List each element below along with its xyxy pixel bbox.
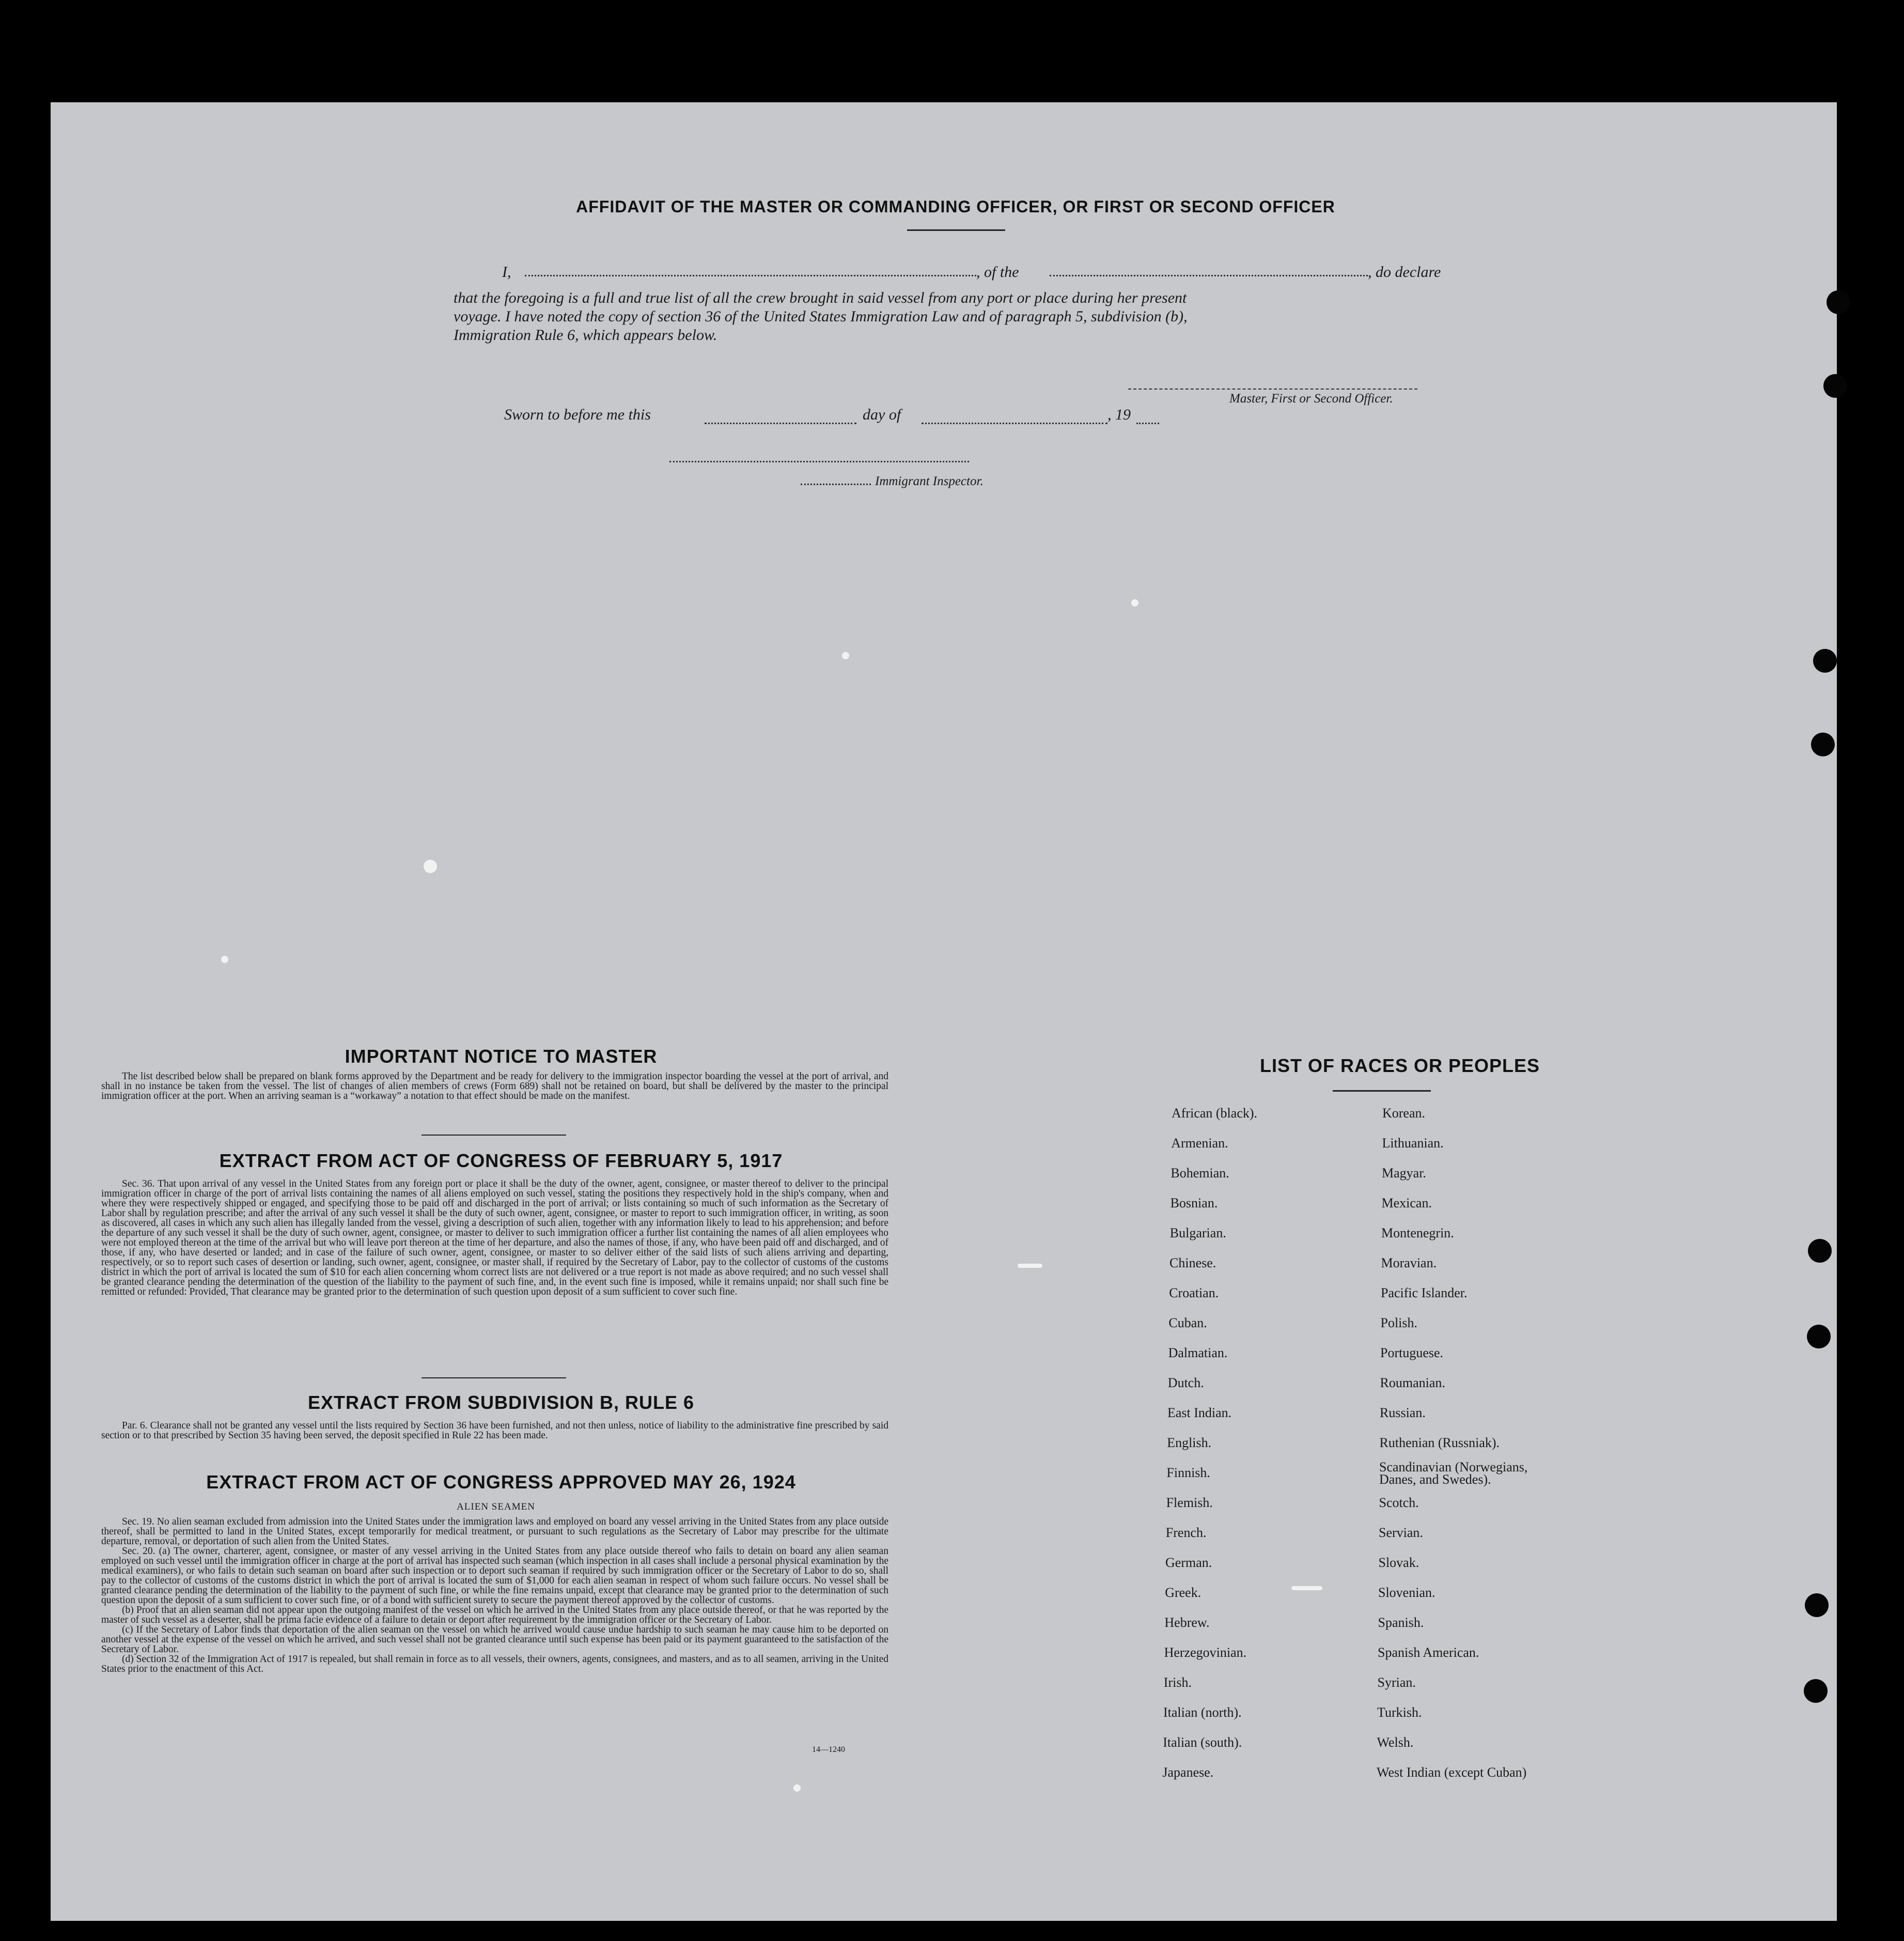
extract-1917-title: EXTRACT FROM ACT OF CONGRESS OF FEBRUARY 5, 1917 — [219, 1150, 783, 1171]
punch-hole — [1808, 1239, 1832, 1263]
race-item: Lithuanian. — [1382, 1136, 1444, 1151]
race-item: Polish. — [1380, 1315, 1418, 1330]
sec-20d-paragraph: (d) Section 32 of the Immigration Act of 1917 is repealed, but shall remain in force as to all vessels, their owners, agents, consignees, and masters, and as to all seamen, arriving in the United States prior to the enactment of this Act. — [101, 1654, 888, 1674]
race-item: Magyar. — [1382, 1166, 1426, 1181]
sworn-month-field[interactable] — [922, 423, 1107, 424]
affidavit-title: AFFIDAVIT OF THE MASTER OR COMMANDING OFFICER, OR FIRST OR SECOND OFFICER — [576, 197, 1335, 216]
race-item: Slovak. — [1378, 1555, 1419, 1570]
race-item: Turkish. — [1377, 1705, 1422, 1720]
race-item: Cuban. — [1168, 1315, 1207, 1330]
race-item: Bulgarian. — [1169, 1225, 1226, 1240]
extract-1924-text — [101, 1517, 888, 1674]
scan-speck — [842, 652, 849, 659]
inspector-line[interactable] — [669, 461, 969, 462]
race-item: Dutch. — [1167, 1375, 1204, 1390]
race-item: Spanish. — [1378, 1615, 1424, 1630]
vessel-field[interactable] — [1050, 275, 1368, 276]
signature-line[interactable] — [1128, 389, 1417, 390]
sec-19-paragraph: Sec. 19. No alien seaman excluded from admission into the United States under the immigration laws and employed on board any vessel arriving in the United States from any place outside thereof, shall be permitted to land in the United States, except temporarily for medical treatment, or pursuant to such regulations as the Secretary of Labor may prescribe for the ultimate departure, removal, or deportation of such alien from the United States. — [101, 1516, 888, 1547]
extract-1917-paragraph: Sec. 36. That upon arrival of any vessel in the United States from any foreign port or place it shall be the duty of the owner, agent, consignee, or master thereof to deliver to the principal immigration officer in charge of the port of arrival lists containing the names of all aliens employed on such vessel, stating the positions they respectively hold in the ship's company, when and where they were respectively shipped or engaged, and specifying those to be paid off and discharged in the port of arrival; or lists containing so much of such information as the Secretary of Labor shall by regulation prescribe; and after the arrival of any such vessel it shall be the duty of such owner, agent, consignee, or master to report to such immigration officer, in writing, as soon as discovered, all cases in which any such alien has illegally landed from the vessel, giving a description of such alien, together with any information likely to lead to his apprehension; and before the departure of any such vessel it shall be the duty of such owner, agent, consignee, or master to deliver to such immigration officer a further list containing the names of all alien employees who were not employed thereon at the time of the arrival but who will leave port thereon at the time of her departure, and also the names of those, if any, who have been paid off and discharged, and of those, if any, who have deserted or landed; and in case of the failure of such owner, agent, consignee, or master to so deliver either of the said lists of such aliens arriving and departing, respectively, or so to report such cases of desertion or landing, such owner, agent, consignee, or master shall, if required by the Secretary of Labor, pay to the collector of customs of the customs district in which the port of arrival is located the sum of $10 for each alien concerning whom correct lists are not delivered or a true report is not made as above required; and no such vessel shall be granted clearance pending the determination of the question of the liability to the payment of such fine, and, in the event such fine is imposed, while it remains unpaid; nor shall such fine be remitted or refunded: Provided, That clearance may be granted prior to the determination of such question upon deposit of a sum sufficient to cover such fine. — [101, 1178, 888, 1297]
scan-speck — [1018, 1264, 1042, 1268]
sec-20b-paragraph: (b) Proof that an alien seaman did not appear upon the outgoing manifest of the vessel on which he arrived in the United States from any place outside thereof, or that he was reported by the master of such vessel as a deserter, shall be prima facie evidence of a failure to detain or deport after requirement by the immigration officer or the Secretary of Labor. — [101, 1605, 888, 1625]
race-item: Italian (south). — [1163, 1735, 1242, 1750]
race-item: Syrian. — [1377, 1675, 1416, 1690]
race-item: Mexican. — [1381, 1195, 1432, 1210]
race-item: Scotch. — [1379, 1495, 1419, 1510]
day-of-text: day of — [863, 406, 901, 423]
notice-text — [101, 1072, 888, 1101]
race-item: Ruthenian (Russniak). — [1379, 1435, 1500, 1450]
race-item: Flemish. — [1166, 1495, 1213, 1510]
punch-hole — [1805, 1593, 1829, 1617]
race-item: French. — [1165, 1525, 1207, 1540]
race-item: Korean. — [1382, 1106, 1426, 1121]
alien-seamen-subtitle: ALIEN SEAMEN — [457, 1501, 535, 1512]
race-item: Moravian. — [1381, 1255, 1437, 1270]
affidavit-line-1: that the foregoing is a full and true list of all the crew brought in said vessel from any port or place during her present — [454, 289, 1187, 306]
rule-6-text — [101, 1421, 888, 1440]
race-item: Armenian. — [1171, 1136, 1228, 1151]
inspector-line-short — [801, 484, 871, 485]
year-text: , 19 — [1107, 406, 1131, 423]
form-number: 14—1240 — [812, 1745, 845, 1754]
affidavit-i: I, — [502, 263, 511, 281]
race-item: West Indian (except Cuban) — [1377, 1765, 1527, 1780]
affidavit-of-the: , of the — [976, 263, 1019, 281]
sworn-text: Sworn to before me this — [504, 406, 651, 423]
scan-speck — [221, 956, 228, 963]
rule-6-paragraph: Par. 6. Clearance shall not be granted any vessel until the lists required by Section 36 have been furnished, and not then unless, notice of liability to the administrative fine prescribed by said section or to that prescribed by Section 35 having been served, the deposit specified in Rule 22 has been made. — [101, 1420, 888, 1441]
race-item: Slovenian. — [1378, 1585, 1435, 1600]
race-item: German. — [1165, 1555, 1212, 1570]
race-item: Chinese. — [1169, 1255, 1216, 1270]
name-field[interactable] — [525, 275, 976, 276]
race-item: Servian. — [1379, 1525, 1423, 1540]
sec-20a-paragraph: Sec. 20. (a) The owner, charterer, agent, consignee, or master of any vessel arriving in the United States from any place outside thereof who fails to detain on board any alien seaman employed on such vessel until the immigration officer in charge at the port of arrival has inspected such seaman (which inspection in all cases shall include a personal physical examination by the medical examiners), or who fails to detain such seaman on board after such inspection or to deport such seaman if required by such immigration officer or the Secretary of Labor to do so, shall pay to the collector of customs of the customs district in which the port of arrival is located the sum of $1,000 for each alien seaman in respect of whom such failure occurs. No vessel shall be granted clearance pending the determination of the liability to the payment of such fine, or while the fine remains unpaid, except that clearance may be granted prior to the determination of such question upon the deposit of a sum sufficient to cover such fine, or of a bond with sufficient surety to secure the payment thereof approved by the collector of customs. — [101, 1546, 888, 1606]
punch-hole — [1813, 649, 1837, 673]
race-item: Welsh. — [1377, 1735, 1414, 1750]
race-item: Pacific Islander. — [1381, 1285, 1468, 1300]
race-item: African (black). — [1172, 1106, 1258, 1121]
race-item: East Indian. — [1167, 1405, 1232, 1420]
title-rule — [907, 229, 1005, 231]
race-item: Japanese. — [1162, 1765, 1214, 1780]
race-item: Bohemian. — [1171, 1166, 1229, 1181]
scan-speck — [424, 860, 437, 873]
scan-speck — [793, 1784, 801, 1792]
races-rule — [1333, 1090, 1431, 1092]
scan-speck — [1291, 1586, 1322, 1590]
notice-paragraph: The list described below shall be prepared on blank forms approved by the Department and be ready for delivery to the immigration inspector boarding the vessel at the port of arrival, and shall in no instance be taken from the vessel. The list of changes of alien members of crews (Form 689) shall not be retained on board, but shall be delivered by the master to the principal immigration officer at the port. When an arriving seaman is a “workaway” a notation to that effect should be made on the manifest. — [101, 1071, 888, 1101]
race-item: Irish. — [1163, 1675, 1192, 1690]
extract-1924-title: EXTRACT FROM ACT OF CONGRESS APPROVED MAY 26, 1924 — [206, 1471, 796, 1493]
extract-1917-text — [101, 1179, 888, 1297]
affidavit-line-2: voyage. I have noted the copy of section 36 of the United States Immigration Law and of paragraph 5, subdivision (b), — [454, 308, 1188, 325]
race-item: Greek. — [1165, 1585, 1201, 1600]
races-title: LIST OF RACES OR PEOPLES — [1259, 1055, 1540, 1076]
race-item: Croatian. — [1169, 1285, 1219, 1300]
race-item: Hebrew. — [1164, 1615, 1210, 1630]
inspector-label: Immigrant Inspector. — [875, 474, 984, 488]
punch-hole — [1823, 374, 1847, 398]
race-item: Herzegovinian. — [1164, 1645, 1247, 1660]
race-item: Roumanian. — [1380, 1375, 1445, 1390]
race-item: Italian (north). — [1163, 1705, 1242, 1720]
notice-title: IMPORTANT NOTICE TO MASTER — [345, 1046, 658, 1067]
race-item: Finnish. — [1166, 1465, 1210, 1480]
race-item: Bosnian. — [1170, 1195, 1218, 1210]
race-item: Montenegrin. — [1381, 1225, 1454, 1240]
race-item: Spanish American. — [1378, 1645, 1479, 1660]
sworn-day-field[interactable] — [705, 423, 856, 424]
rule-6-title: EXTRACT FROM SUBDIVISION B, RULE 6 — [307, 1392, 695, 1413]
affidavit-do-declare: , do declare — [1368, 263, 1441, 281]
punch-hole — [1811, 733, 1835, 756]
race-item: Scandinavian (Norwegians, Danes, and Swedes). — [1379, 1459, 1528, 1487]
sec-20c-paragraph: (c) If the Secretary of Labor finds that deportation of the alien seaman on the vessel on which he arrived would cause undue hardship to such seaman he may cause him to be deported on another vessel at the expense of the vessel on which he arrived, and such vessel shall not be granted clearance until such expense has been paid or its payment guaranteed to the satisfaction of the Secretary of Labor. — [101, 1624, 888, 1655]
race-item: Dalmatian. — [1168, 1345, 1228, 1360]
affidavit-line-3: Immigration Rule 6, which appears below. — [454, 327, 717, 344]
section-rule — [422, 1135, 566, 1136]
race-item: English. — [1167, 1435, 1212, 1450]
sworn-year-field[interactable] — [1136, 423, 1159, 424]
punch-hole — [1827, 290, 1850, 314]
signature-label: Master, First or Second Officer. — [1229, 392, 1393, 406]
race-item: Russian. — [1380, 1405, 1426, 1420]
punch-hole — [1807, 1325, 1831, 1348]
punch-hole — [1804, 1679, 1828, 1703]
section-rule — [422, 1377, 566, 1378]
scan-speck — [1131, 599, 1138, 607]
race-item: Portuguese. — [1380, 1345, 1444, 1360]
